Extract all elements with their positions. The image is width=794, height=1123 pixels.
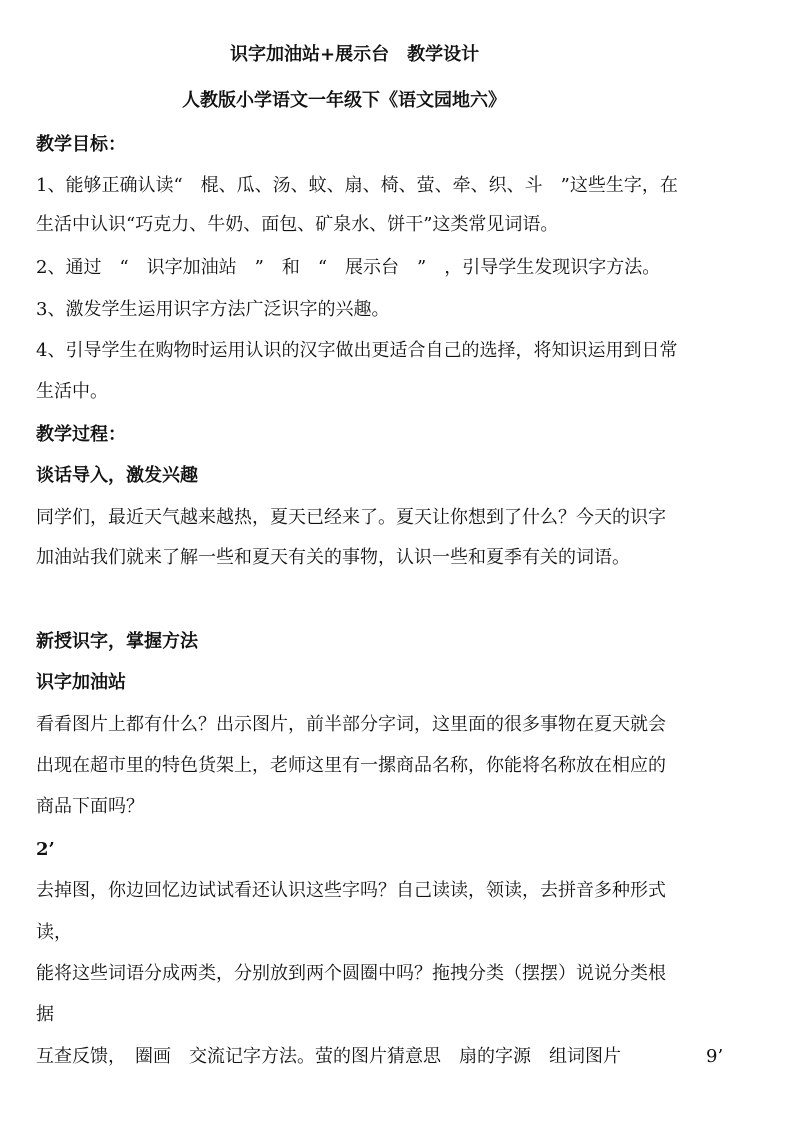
section-1-paragraph-line-2: 加油站我们就来了解一些和夏天有关的事物，认识一些和夏季有关的词语。	[36, 547, 630, 568]
section-2-paragraph-4: 互查反馈， 圈画 交流记字方法。萤的图片猜意思 扇的字源 组词图片	[36, 1046, 621, 1067]
section-2-paragraph-2-line-1: 去掉图，你边回忆边试试看还认识这些字吗？自己读读，领读，去拼音多种形式	[36, 880, 666, 901]
section-2-paragraph-1-line-2: 出现在超市里的特色货架上，老师这里有一摞商品名称，你能将名称放在相应的	[36, 755, 666, 776]
goal-4-line-2: 生活中。	[36, 381, 108, 402]
section-2-paragraph-1-line-3: 商品下面吗？	[36, 796, 144, 817]
time-marker-1: 2’	[36, 839, 55, 860]
goal-2: 2、通过 “ 识字加油站 ” 和 “ 展示台 ” ，引导学生发现识字方法。	[36, 257, 661, 278]
goal-4-line-1: 4、引导学生在购物时运用认识的汉字做出更适合自己的选择，将知识运用到日常	[36, 340, 678, 361]
goal-1-line-2: 生活中认识“巧克力、牛奶、面包、矿泉水、饼干”这类常见词语。	[36, 214, 559, 235]
goal-1-line-1: 1、能够正确认读“ 棍、瓜、汤、蚊、扇、椅、萤、牵、织、斗 ”这些生字，在	[36, 175, 678, 196]
time-marker-2: 9’	[706, 1046, 724, 1067]
section-1-paragraph-line-1: 同学们，最近天气越来越热，夏天已经来了。夏天让你想到了什么？今天的识字	[36, 507, 666, 528]
document-subtitle: 人教版小学语文一年级下《语文园地六》	[182, 90, 506, 111]
section-2-heading: 新授识字，掌握方法	[36, 631, 198, 652]
section-2-paragraph-2-line-2: 读，	[36, 922, 72, 943]
goals-heading: 教学目标：	[36, 134, 126, 155]
section-2-subheading: 识字加油站	[36, 672, 126, 693]
process-heading: 教学过程：	[36, 424, 126, 445]
section-1-heading: 谈话导入，激发兴趣	[36, 465, 198, 486]
goal-3: 3、激发学生运用识字方法广泛识字的兴趣。	[36, 299, 390, 320]
section-2-paragraph-1-line-1: 看看图片上都有什么？出示图片，前半部分字词，这里面的很多事物在夏天就会	[36, 714, 666, 735]
document-title: 识字加油站+展示台 教学设计	[230, 44, 480, 65]
section-2-paragraph-3-line-1: 能将这些词语分成两类，分别放到两个圆圈中吗？拖拽分类（摆摆）说说分类根	[36, 963, 666, 984]
section-2-paragraph-3-line-2: 据	[36, 1004, 54, 1025]
